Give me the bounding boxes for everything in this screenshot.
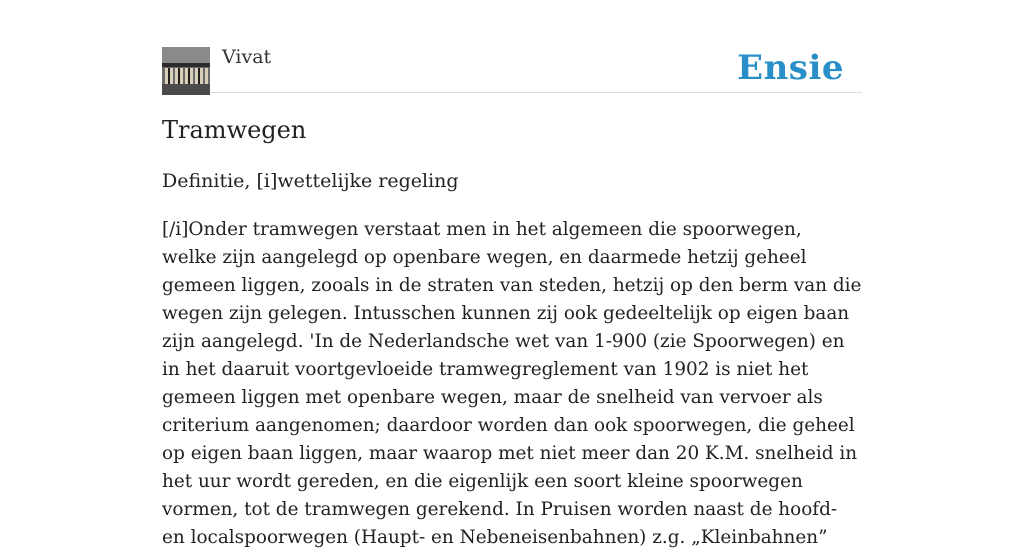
author-avatar[interactable] (162, 47, 210, 95)
author-name[interactable]: Vivat (222, 46, 272, 68)
article-body: [/i]Onder tramwegen verstaat men in het algemeen die spoorwegen, welke zijn aangelegd op openbare wegen, en daarmede hetzij geheel gemeen liggen, zooals in de straten van steden, hetzij op den berm van die wegen zijn gelegen. Intusschen kunnen zij ook gedeeltelijk op eigen baan zijn aangelegd. 'In de Nederlandsche wet van 1-900 (zie Spoorwegen) en in het daaruit voortgevloeide tramwegreglement van 1902 is niet het gemeen liggen met openbare wegen, maar de snelheid van vervoer als criterium aangenomen; daardoor worden dan ook spoorwegen, die geheel op eigen baan liggen, maar waarop met niet meer dan 20 K.M. snelheid in het uur wordt gereden, en die eigenlijk een soort kleine spoorwegen vormen, tot de tramwegen gerekend. In Pruisen worden naast de hoofd- en localspoorwegen (Haupt- en Nebeneisenbahnen) z.g. „Kleinbahnen” (162, 219, 862, 548)
page-title: Tramwegen (162, 116, 307, 144)
ensie-logo[interactable]: Ensie (737, 48, 844, 88)
page-container (162, 0, 862, 548)
avatar-image-icon (162, 47, 210, 95)
article-subtitle: Definitie, [i]wettelijke regeling (162, 170, 459, 192)
page-header (162, 0, 862, 93)
